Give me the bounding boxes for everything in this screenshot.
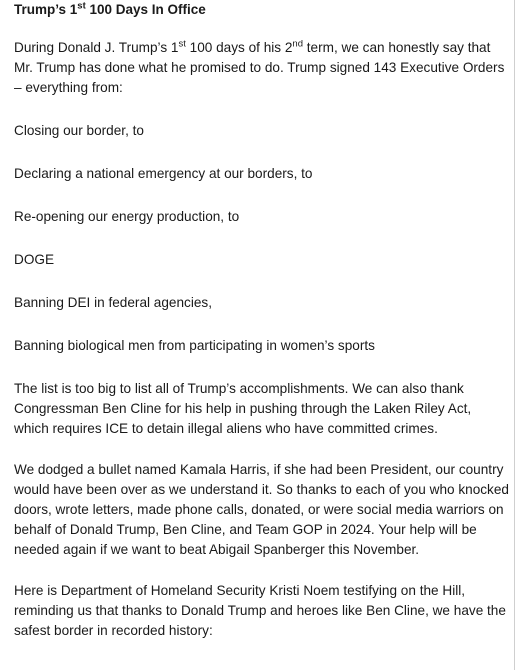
kamala-paragraph: We dodged a bullet named Kamala Harris, if she had been President, our country would have been over as we understand it. So thanks to each of you who knocked doors, wrote letters, made phone calls, donated, or were social media warriors on behalf of Donald Trump, Ben Cline, and Team GOP in 2024. Your help will be needed again if we want to beat Abigail Spanberger this November. [14, 462, 509, 557]
list-item-doge: DOGE [14, 252, 55, 267]
title-text-start: Trump’s 1 [14, 2, 78, 17]
intro-superscript-1: st [178, 38, 186, 50]
document-title [14, 1, 206, 19]
title-superscript: st [77, 0, 86, 12]
list-item-banning-dei: Banning DEI in federal agencies, [14, 295, 212, 310]
list-item-closing-border: Closing our border, to [14, 123, 144, 138]
intro-paragraph [14, 38, 509, 98]
accomplishments-paragraph: The list is too big to list all of Trump’s accomplishments. We can also thank Congressman Ben Cline for his help in pushing through the Laken Riley Act, which requires ICE to detain illegal aliens who have committed crimes. [14, 381, 472, 436]
intro-superscript-2: nd [292, 38, 303, 50]
noem-paragraph: Here is Department of Homeland Security Kristi Noem testifying on the Hill, reminding us that thanks to Donald Trump and heroes like Ben Cline, we have the safest border in recorded history: [14, 583, 506, 638]
list-item-womens-sports: Banning biological men from participating in women’s sports [14, 338, 375, 353]
intro-part-3: term, we can honestly say that Mr. Trump has done what he promised to do. Trump signed 143 Executive Orders – everything from: [14, 40, 505, 95]
list-item-energy-production: Re-opening our energy production, to [14, 209, 240, 224]
title-text-end: 100 Days In Office [85, 2, 206, 17]
list-item-national-emergency: Declaring a national emergency at our borders, to [14, 166, 313, 181]
intro-part-2: 100 days of his 2 [185, 40, 293, 55]
article-content [14, 38, 509, 641]
intro-part-1: During Donald J. Trump’s 1 [14, 40, 179, 55]
